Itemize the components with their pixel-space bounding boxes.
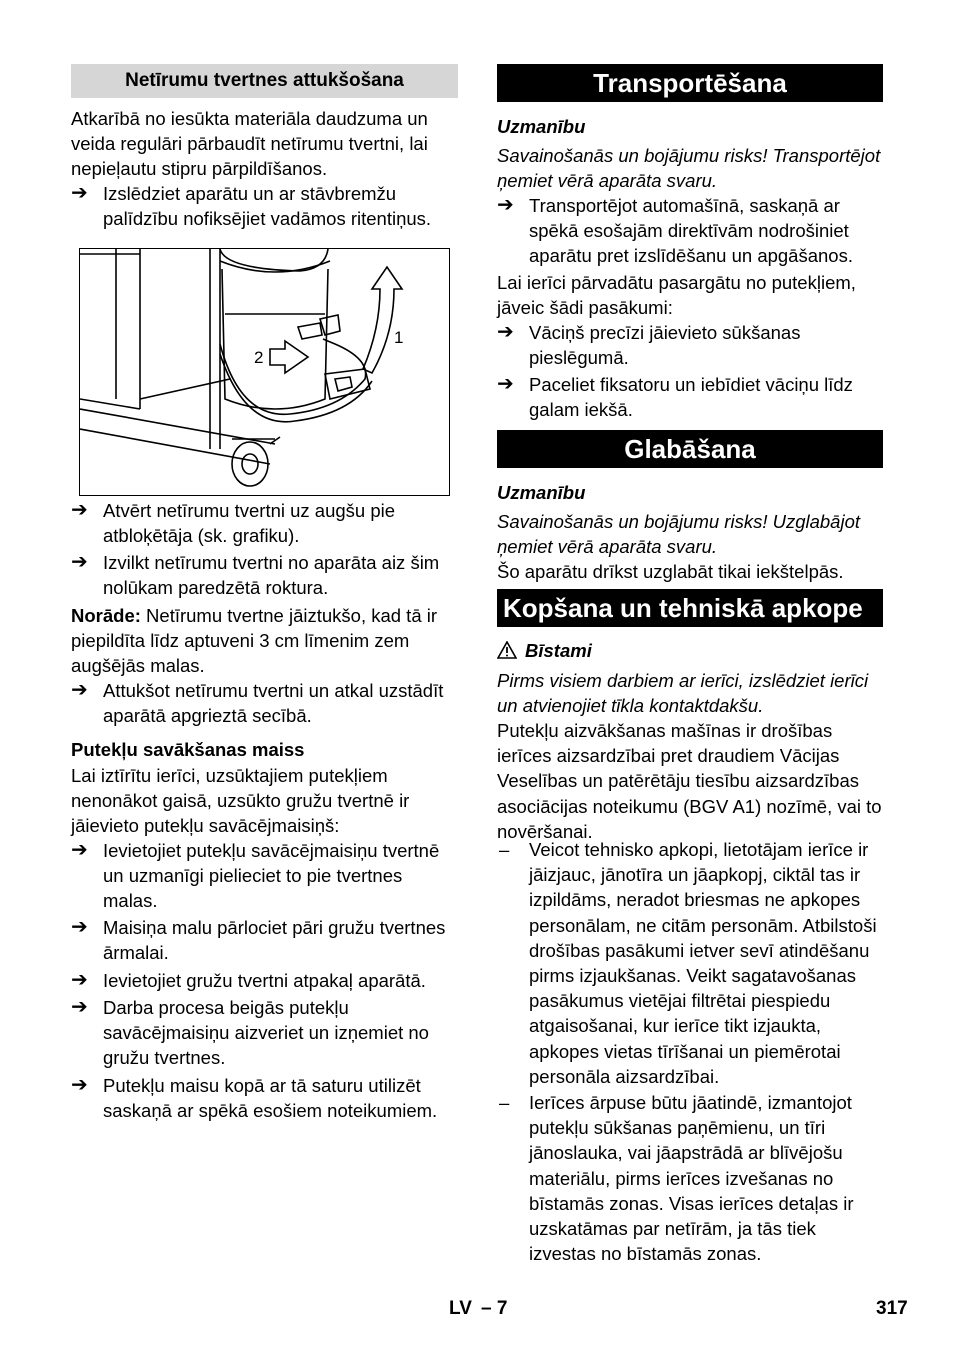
emptying-step-4: ➔ Attukšot netīrumu tvertni un atkal uzstādīt aparātā apgrieztā secībā. [71,679,444,727]
dust-bag-step-5: ➔ Putekļu maisu kopā ar tā saturu utilizēt saskaņā ar spēkā esošiem noteikumiem. [71,1074,438,1122]
emptying-step-2: ➔ Atvērt netīrumu tvertni uz augšu pie atbloķētāja (sk. grafiku). [71,499,396,547]
arrow-right-icon: ➔ [71,499,88,521]
storage-caution-label: Uzmanību [497,482,586,503]
maintenance-warning: Pirms visiem darbiem ar ierīci, izslēdziet ierīci un atvienojiet tīkla kontaktdakšu. [497,670,869,717]
dust-bag-subheading: Putekļu savākšanas maiss [71,739,305,760]
section-heading-transport: Transportēšana [497,64,883,102]
storage-warning: Savainošanās un bojājumu risks! Uzglabājot ņemiet vērā aparāta svaru. [497,511,861,558]
warning-triangle-icon [497,641,517,659]
arrow-right-icon: ➔ [71,679,88,701]
dust-bag-step-1: ➔ Ievietojiet putekļu savācējmaisiņu tvertnē un uzmanīgi pielieciet to pie tvertnes malas. [71,839,440,912]
footer-language: LV [449,1298,472,1319]
arrow-right-icon: ➔ [71,996,88,1018]
arrow-right-icon: ➔ [497,194,514,216]
footer-section-page: – 7 [481,1298,508,1319]
transport-warning: Savainošanās un bojājumu risks! Transportējot ņemiet vērā aparāta svaru. [497,145,881,192]
note-text: Netīrumu tvertne jāiztukšo, kad tā ir piepildīta līdz aptuveni 3 cm līmenim zem augšējās malas. [71,605,438,677]
dust-bag-step-2: ➔ Maisiņa malu pārlociet pāri gružu tvertnes ārmalai. [71,916,446,964]
page-number: 317 [876,1298,908,1319]
arrow-right-icon: ➔ [71,839,88,861]
dash-bullet: – [499,839,510,860]
maintenance-item-1: – Veicot tehnisko apkopi, lietotājam ierīce ir jāizjauc, jānotīra un jāapkopj, ciktāl tas ir izpildāms, neradot briesmas ne apkopes personālam, ne citām personām. Atbilstoši drošības pasākumi ietver sevī atindēšanu pirms izjaukšanas. Veikt sagatavošanas pasākumus vietējai filtrētai piespiedu atgaisošanai, kur ierīce tikt izjaukta, apkopes vietas tīrīšanai un piemērotai personāla aizsardzībai. [499,839,877,1087]
danger-label: Bīstami [525,640,592,661]
storage-text: Šo aparātu drīkst uzglabāt tikai iekštelpās. [497,561,844,582]
dust-bag-intro: Lai iztīrītu ierīci, uzsūktajiem putekļiem nenonākot gaisā, uzsūkto gružu tvertnē ir jāievieto putekļu savācējmaisiņš: [71,765,410,837]
transport-step-3: ➔ Paceliet fiksatoru un iebīdiet vāciņu līdz galam iekšā. [497,373,853,421]
dust-bag-step-3: ➔ Ievietojiet gružu tvertni atpakaļ aparātā. [71,968,458,993]
section-heading-storage: Glabāšana [497,430,883,468]
note-label: Norāde: [71,605,141,626]
arrow-right-icon: ➔ [71,1074,88,1096]
arrow-right-icon: ➔ [71,551,88,573]
maintenance-intro: Putekļu aizvākšanas mašīnas ir drošības ierīces aizsardzībai pret draudiem Vācijas Veselības un patērētāju tiesību aizsardzības asociācijas noteikumu (BGV A1) nozīmē, vai to novēršanai. [497,720,882,842]
section-heading-emptying: Netīrumu tvertnes attukšošana [71,64,458,98]
section-heading-maintenance: Kopšana un tehniskā apkope [497,589,883,627]
transport-step-1: ➔ Transportējot automašīnā, saskaņā ar spēkā esošajām direktīvām nodrošiniet aparātu pret izslīdēšanu un apgāšanos. [497,194,853,267]
note-paragraph [71,603,458,679]
arrow-right-icon: ➔ [71,916,88,938]
vacuum-container-drawing [80,249,450,496]
maintenance-item-2: – Ierīces ārpuse būtu jāatindē, izmantojot putekļu sūkšanas paņēmienu, un tīri jānoslauka, vai jāapstrādā ar blīvējošu materiālu, pirms ierīces izvešanas no bīstamās zonas. Visas ierīces detaļas ir uzskatāmas par netīrām, ja tās tiek izvestas no bīstamās zonas. [499,1092,854,1265]
arrow-right-icon: ➔ [71,969,88,991]
transport-caution-label: Uzmanību [497,116,586,137]
figure-label-1: 1 [394,328,404,347]
arrow-right-icon: ➔ [71,182,88,204]
emptying-intro: Atkarībā no iesūkta materiāla daudzuma un veida regulāri pārbaudīt netīrumu tvertni, lai nepieļautu stipru pārpildīšanos. [71,108,428,180]
arrow-right-icon: ➔ [497,321,514,343]
arrow-right-icon: ➔ [497,373,514,395]
danger-line [497,638,883,663]
container-illustration [79,248,450,496]
dash-bullet: – [499,1092,510,1113]
dust-bag-step-4: ➔ Darba procesa beigās putekļu savācējmaisiņu aizveriet un izņemiet no gružu tvertnes. [71,996,429,1069]
transport-intro: Lai ierīci pārvadātu pasargātu no putekļiem, jāveic šādi pasākumi: [497,272,856,319]
figure-label-2: 2 [254,348,264,367]
emptying-step-1: ➔ Izslēdziet aparātu un ar stāvbremžu palīdzību nofiksējiet vadāmos ritentiņus. [71,182,432,230]
emptying-step-3: ➔ Izvilkt netīrumu tvertni no aparāta aiz šim nolūkam paredzētā roktura. [71,551,440,599]
transport-step-2: ➔ Vāciņš precīzi jāievieto sūkšanas pieslēgumā. [497,321,801,369]
